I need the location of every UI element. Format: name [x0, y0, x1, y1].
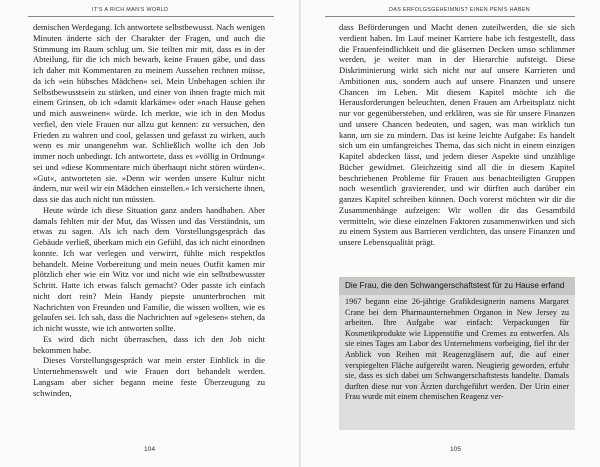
- right-page-number: 105: [450, 446, 462, 453]
- right-header-rule: [325, 16, 575, 17]
- paragraph: Dieses Vorstellungsgespräch war mein erster Einblick in die Unternehmenswelt und wie Frauen dort behandelt werden. Langsam aber sicher begann meine feste Überzeugung zu schwinden,: [33, 355, 265, 398]
- book-gutter: [299, 0, 301, 467]
- sidebar-box-title: Die Frau, die den Schwangerschaftstest für zu Hause erfand: [339, 277, 575, 295]
- paragraph: Es wird dich nicht überraschen, dass ich den Job nicht bekommen habe.: [33, 333, 265, 355]
- paragraph: dass Beförderungen und Macht denen zuteilwerden, die sie sich verdient haben. Im Lauf meiner Karriere habe ich festgestellt, dass die Frauenfeindlichkeit und die gläsernen Decken umso schlimmer werden, je weiter man in der Hierarchie aufsteigt. Diese Diskriminierung wirkt sich nicht nur auf unsere Karrieren und Ambitionen aus, sondern auch auf unsere Finanzen und unsere Chancen im Leben. Mit diesem Kapitel möchte ich die Herausforderungen beleuchten, denen Frauen am Arbeitsplatz nicht nur vor gegenüberstehen, und erklären, was sie für unsere Finanzen und unsere Chancen bedeuten, und sagen, was man wirklich tun kann, um sie zu mindern. Das ist keine leichte Aufgabe: Es handelt sich um ein umfangreiches Thema, das sich nicht in einem einzigen Kapitel abdecken lässt, und jedem dieser Aspekte sind unzählige Bücher gewidmet. Gleichzeitig sind all die in diesem Kapitel beschriebenen Probleme für Frauen aus benachteiligten Gruppen noch wesentlich gravierender, und wir dürften auch darüber ein ganzes Kapitel schreiben können. Doch vorerst möchten wir dir die Zusammenhänge aufzeigen: Wir wollen dir das Gesamtbild vermitteln, wie diese einzelnen Faktoren zusammenwirken und sich zu einem System aus Barrieren verdichten, das unsere Finanzen und unsere Lebensqualität prägt.: [339, 22, 575, 247]
- left-running-header: IT'S A RICH MAN'S WORLD: [92, 7, 169, 13]
- sidebar-box-body: [345, 297, 569, 403]
- right-page-text: [339, 22, 575, 248]
- paragraph: Heute würde ich diese Situation ganz anders handhaben. Aber damals fehlten mir der Mut, das Wissen und das Verständnis, um etwas zu sagen. Als ich nach dem Vorstellungsgespräch das Gebäude verließ, überkam mich ein Gefühl, das ich nicht einordnen konnte. Ich war verlegen und verwirrt, fühlte mich respektlos behandelt. Meine Vorbereitung und mein neues Outfit kamen mir plötzlich eher wie ein Witz vor und nicht wie ein selbstbewusster Schritt. Hatte ich etwas falsch gemacht? Oder passte ich einfach nicht dort rein? Mein Handy piepste ununterbrochen mit Nachrichten von Freunden und Familie, die wissen wollten, wie es gelaufen sei. Ich sah, dass die Nachrichten auf »gelesen« stehen, da ich nicht wusste, wie ich antworten sollte.: [33, 204, 265, 333]
- left-header-rule: [28, 16, 274, 17]
- sidebar-box: [339, 277, 575, 430]
- left-page-text: [33, 22, 265, 398]
- left-page-number: 104: [144, 446, 156, 453]
- right-running-header: DAS ERFOLGSGEHEIMNIS? EINEN PENIS HABEN: [389, 7, 530, 13]
- paragraph: demischen Werdegang. Ich antwortete selbstbewusst. Nach wenigen Minuten änderte sich der Charakter der Fragen, und auch die Stimmung im Raum schlug um. Sie teilten mir mit, dass es in der Abteilung, für die ich mich bewarb, keine Frauen gäbe, und dass ich daher mit Kommentaren zu meinem Aussehen rechnen müsse, da ich »ein hübsches Mädchen« sei. Mein Unbehagen schien ihr Selbstbewusstsein zu stärken, und einer von ihnen fragte mich mit einem Grinsen, ob ich »damit klarkäme« oder »nach Hause gehen und mich ausweinen« würde. Ich merkte, wie ich in den Modus verfiel, den viele Frauen nur allzu gut kennen: zu versuchen, den Frieden zu wahren und cool, gelassen und gefasst zu wirken, auch wenn es mir unangenehm war. Schließlich wollte ich den Job immer noch unbedingt. Ich antwortete, dass es »völlig in Ordnung« sei und »diese Kommentare mich überhaupt nicht stören würden«. »Gut«, antworteten sie. »Denn wir werden unsere Kultur nicht ändern, nur weil wir ein Mädchen einstellen.« Ich versicherte ihnen, dass sie das auch nicht tun müssten.: [33, 22, 265, 204]
- sidebar-box-text: 1967 begann eine 26-jährige Grafikdesignerin namens Margaret Crane bei dem Pharmaunternehmen Organon in New Jersey zu arbeiten. Ihre Aufgabe war einfach: Verpackungen für Kosmetikprodukte wie Lippenstifte und Cremes zu entwerfen. Als sie eines Tages am Labor des Unternehmens vorbeiging, fiel ihr der Anblick von Reihen mit Reagenzgläsern auf, die auf einer verspiegelten Fläche aufgereiht waren. Neugierig geworden, erfuhr sie, dass es sich dabei um Schwangerschaftstests handelte. Damals durften diese nur von Ärzten durchgeführt werden. Der Urin einer Frau wurde mit einem chemischen Reagenz ver-: [345, 297, 569, 402]
